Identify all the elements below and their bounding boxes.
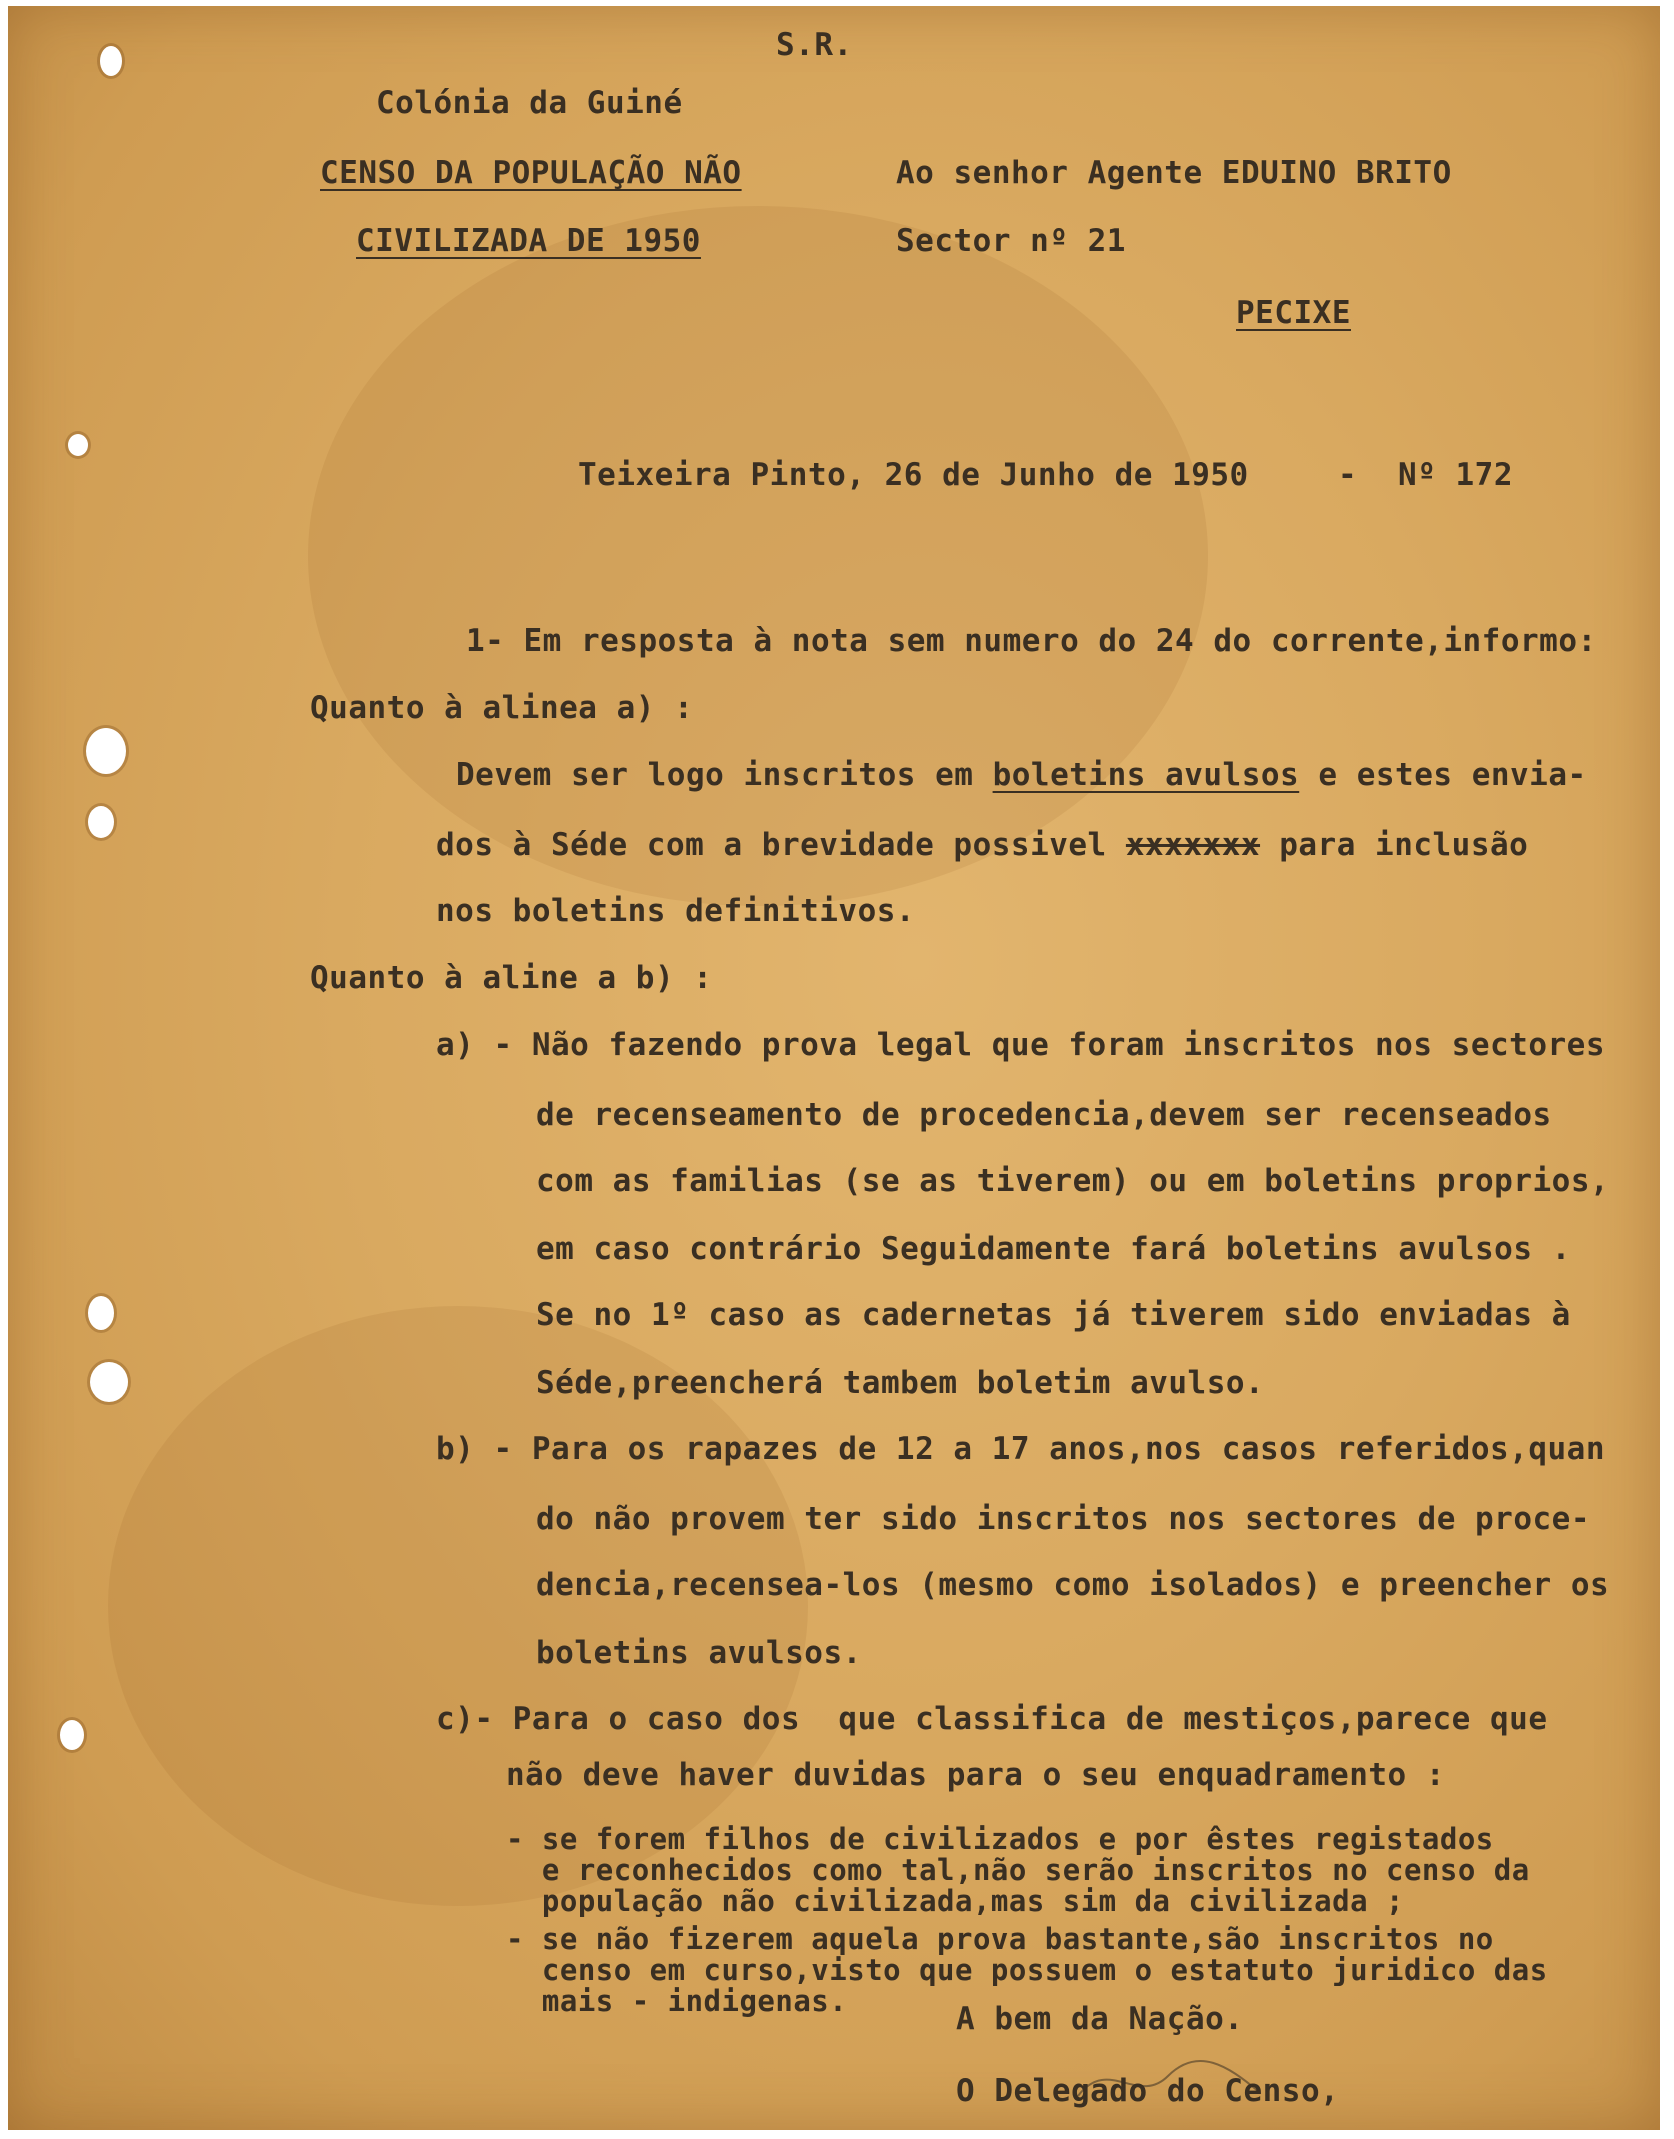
punch-hole [86, 728, 126, 774]
paper-stain [308, 206, 1208, 906]
signature-scribble [1068, 2046, 1268, 2116]
text-run: e estes envia- [1299, 757, 1587, 793]
item-b-line: boletins avulsos. [536, 1635, 862, 1671]
item-b-line: dencia,recensea-los (mesmo como isolados) e preencher os [536, 1567, 1610, 1603]
item-b-line: do não provem ter sido inscritos nos sectores de proce- [536, 1501, 1590, 1537]
punch-hole [68, 434, 88, 456]
signatory-title: O Delegado do Censo, [956, 2073, 1340, 2109]
intro-paragraph: 1- Em resposta à nota sem numero do 24 do corrente,informo: [466, 623, 1597, 659]
bullet-indigenous: - se não fizerem aquela prova bastante,são inscritos no censo em curso,visto que possuem o estatuto juridico das mais - indigenas. [506, 1922, 1548, 2018]
text-run: Devem ser logo inscritos em [456, 757, 993, 793]
alinea-b-heading: Quanto à aline a b) : [310, 960, 713, 996]
text-run: para inclusão [1260, 827, 1529, 863]
punch-hole [60, 1720, 84, 1750]
punch-hole [88, 806, 114, 838]
punch-hole [88, 1296, 114, 1330]
underlined-term: boletins avulsos [992, 757, 1300, 793]
item-a-line: com as familias (se as tiverem) ou em boletins proprios, [536, 1163, 1610, 1199]
item-a-line: de recenseamento de procedencia,devem ser recenseados [536, 1097, 1552, 1133]
punch-hole [100, 46, 122, 76]
colony-name: Colónia da Guiné [376, 85, 683, 121]
alinea-a-text-line3: nos boletins definitivos. [436, 893, 916, 929]
struck-text: xxxxxxx [1125, 827, 1261, 863]
bullet-civilized: - se forem filhos de civilizados e por êstes registados e reconhecidos como tal,não serão inscritos no censo da população não civilizada,mas sim da civilizada ; [506, 1822, 1530, 1918]
addressee: Ao senhor Agente EDUINO BRITO [896, 155, 1452, 191]
item-a-line: a) - Não fazendo prova legal que foram inscritos nos sectores [436, 1027, 1605, 1063]
item-c-line: não deve haver duvidas para o seu enquadramento : [506, 1757, 1446, 1793]
alinea-a-heading: Quanto à alinea a) : [310, 690, 694, 726]
dateline-separator: - [1338, 457, 1358, 493]
item-c-line: c)- Para o caso dos que classifica de mestiços,parece que [436, 1701, 1548, 1737]
census-title-line2: CIVILIZADA DE 1950 [356, 223, 701, 259]
sector-number: Sector nº 21 [896, 223, 1126, 259]
alinea-a-text-line1 [456, 758, 1587, 792]
punch-hole [90, 1362, 128, 1402]
location-name: PECIXE [1236, 295, 1351, 331]
item-a-line: Séde,preencherá tambem boletim avulso. [536, 1365, 1265, 1401]
place-date: Teixeira Pinto, 26 de Junho de 1950 [578, 457, 1249, 493]
census-title-line1: CENSO DA POPULAÇÃO NÃO [320, 155, 742, 191]
text-run: dos à Séde com a brevidade possivel [436, 827, 1126, 863]
item-a-line: em caso contrário Seguidamente fará boletins avulsos . [536, 1231, 1571, 1267]
item-b-line: b) - Para os rapazes de 12 a 17 anos,nos casos referidos,quan [436, 1431, 1605, 1467]
document-mark: S.R. [776, 27, 853, 63]
closing-salutation: A bem da Nação. [956, 2001, 1244, 2037]
alinea-a-text-line2 [436, 828, 1528, 862]
item-a-line: Se no 1º caso as cadernetas já tiverem sido enviadas à [536, 1297, 1571, 1333]
document-number: Nº 172 [1398, 457, 1513, 493]
document-page [8, 6, 1660, 2130]
